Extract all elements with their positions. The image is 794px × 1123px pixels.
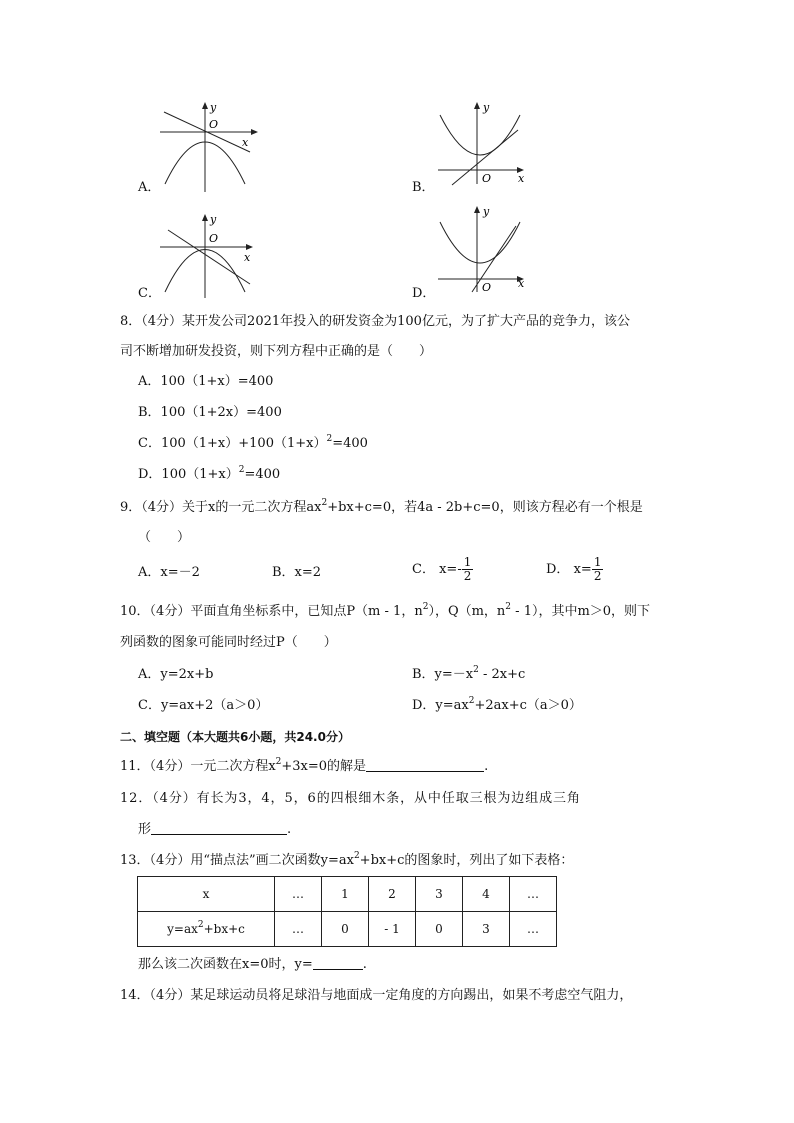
graph-b-y-arrow — [474, 102, 480, 109]
table-cell: 0 — [322, 912, 369, 947]
q8-line1: 8．（4分）某开发公司2021年投入的研发资金为100亿元，为了扩大产品的竞争力，该公 — [120, 314, 630, 329]
q10-option-b — [412, 665, 525, 685]
q9-line2: （ ） — [138, 530, 191, 545]
table-cell: 1 — [322, 877, 369, 912]
q10-d-end: +2ax+c（a＞0） — [474, 698, 582, 713]
table-cell: … — [275, 912, 322, 947]
table-cell: - 1 — [369, 912, 416, 947]
q9-option-d — [546, 556, 603, 583]
graph-a-y-arrow — [202, 102, 208, 109]
q13-after-pre: 那么该二次函数在x=0时，y= — [138, 957, 313, 972]
q8-option-d — [138, 465, 280, 485]
q8-line2: 司不断增加研发投资，则下列方程中正确的是（ ） — [120, 344, 433, 359]
q12-line2-text: 形 — [138, 822, 152, 837]
graph-a-svg — [150, 100, 270, 195]
graph-c-svg — [150, 212, 270, 302]
q10-option-d — [412, 696, 582, 716]
table-cell: … — [510, 877, 557, 912]
table-cell: 2 — [369, 877, 416, 912]
q9-line1-end: +bx+c=0，若4a - 2b+c=0，则该方程必有一个根是 — [327, 500, 643, 515]
graph-b-y-label: y — [483, 101, 490, 114]
q9-d-label: D． — [546, 562, 570, 577]
table-cell: x — [138, 877, 275, 912]
q11-end: . — [484, 759, 489, 774]
q9-c-label: C． — [412, 562, 435, 577]
q13-table-row-y — [138, 912, 557, 947]
graph-c — [150, 212, 270, 302]
q13-after — [138, 955, 367, 975]
q9-d-pre: x= — [573, 562, 592, 577]
q9-option-a: A．x=－2 — [138, 565, 200, 580]
section-2-title: 二、填空题（本大题共6小题，共24.0分） — [120, 730, 350, 744]
graph-a-x-arrow — [251, 129, 258, 135]
q10-b-exp: 2 — [473, 665, 479, 675]
q9-line1 — [120, 498, 643, 518]
q11-answer-blank[interactable] — [366, 759, 484, 772]
graph-a-x-label: x — [242, 136, 249, 149]
q10-line1b: ），Q（m，n — [428, 604, 506, 619]
q9-line1-text: 9．（4分）关于x的一元二次方程ax — [120, 500, 322, 515]
q13-exp: 2 — [353, 851, 360, 861]
q8-d-end: =400 — [244, 467, 281, 482]
q9-c-num: 1 — [463, 555, 472, 569]
q10-line1a: 10．（4分）平面直角坐标系中，已知点P（m - 1，n — [120, 604, 423, 619]
q10-line1c: - 1），其中m＞0，则下 — [511, 604, 651, 619]
q8-c-end: =400 — [332, 436, 368, 451]
graph-a-origin-label: O — [209, 118, 219, 131]
graph-d-line — [472, 226, 516, 292]
q13-y-head-end: +bx+c — [203, 922, 245, 936]
q13-y-head-exp: 2 — [197, 920, 204, 930]
table-cell: 3 — [463, 912, 510, 947]
q9-d-num: 1 — [593, 555, 602, 569]
graph-b-svg — [432, 100, 542, 190]
q11-mid: +3x=0的解是 — [281, 759, 367, 774]
graph-c-x-label: x — [244, 251, 251, 264]
q13-pre: 13．（4分）用“描点法”画二次函数y=ax — [120, 853, 354, 868]
q10-option-c: C．y=ax+2（a＞0） — [138, 698, 269, 713]
q8-option-c — [138, 434, 368, 454]
q9-line1-exp: 2 — [321, 498, 328, 508]
graph-c-origin-label: O — [209, 232, 219, 245]
q10-b-pre: B．y=－x — [412, 667, 474, 682]
q10-exp1: 2 — [422, 602, 429, 612]
graph-b-parabola — [440, 115, 520, 155]
q8-d-exp: 2 — [238, 465, 245, 475]
q11-pre: 11．（4分）一元二次方程x — [120, 759, 276, 774]
table-cell: 3 — [416, 877, 463, 912]
q8-c-text: C．100（1+x）+100（1+x） — [138, 436, 327, 451]
graph-b-letter: B． — [412, 180, 435, 195]
q8-c-exp: 2 — [326, 434, 333, 444]
q14-line1: 14．（4分）某足球运动员将足球沿与地面成一定角度的方向踢出，如果不考虑空气阻力， — [120, 988, 633, 1003]
q9-d-den: 2 — [593, 569, 602, 583]
graph-d — [432, 204, 542, 296]
q8-d-text: D．100（1+x） — [138, 467, 239, 482]
q13-line1 — [120, 851, 573, 871]
graph-c-letter: C． — [138, 286, 161, 301]
table-cell: … — [510, 912, 557, 947]
q10-b-end: - 2x+c — [478, 667, 526, 682]
q10-exp2: 2 — [505, 602, 512, 612]
q8-option-b: B．100（1+2x）=400 — [138, 405, 282, 420]
graph-d-x-label: x — [518, 277, 525, 290]
q13-table — [137, 876, 557, 947]
q12-line1: 12．（4分）有长为3，4，5，6的四根细木条，从中任取三根为边组成三角 — [120, 791, 581, 806]
table-cell: 0 — [416, 912, 463, 947]
graph-a-letter: A． — [138, 180, 161, 195]
graph-d-origin-label: O — [482, 281, 492, 294]
table-cell-header-y — [138, 912, 275, 947]
q11-exp: 2 — [275, 757, 282, 767]
graph-a — [150, 100, 270, 195]
q9-c-fraction — [462, 556, 474, 583]
graph-d-parabola — [440, 222, 520, 263]
graph-c-y-label: y — [210, 213, 217, 226]
q13-after-end: . — [362, 957, 367, 972]
q12-end: . — [287, 822, 292, 837]
table-cell: 4 — [463, 877, 510, 912]
graph-d-svg — [432, 204, 542, 296]
q11 — [120, 757, 488, 777]
graph-c-y-arrow — [202, 214, 208, 221]
q9-d-fraction — [592, 556, 604, 583]
graph-c-x-arrow — [246, 244, 253, 250]
q9-option-b: B．x=2 — [272, 565, 322, 580]
q13-end: +bx+c的图象时，列出了如下表格： — [359, 853, 574, 868]
graph-d-letter: D． — [412, 286, 436, 301]
q12-answer-blank[interactable] — [151, 822, 287, 835]
q9-c-pre: x=- — [439, 562, 462, 577]
q13-y-head-pre: y=ax — [167, 922, 198, 936]
q9-option-c — [412, 556, 473, 583]
graph-b — [432, 100, 542, 190]
q13-answer-blank[interactable] — [313, 957, 363, 970]
q10-line2: 列函数的图象可能同时经过P（ ） — [120, 635, 337, 650]
graph-d-y-label: y — [483, 205, 490, 218]
q9-c-den: 2 — [463, 569, 472, 583]
q10-line1 — [120, 602, 650, 622]
q12-line2 — [138, 820, 291, 840]
q10-d-exp: 2 — [468, 696, 475, 706]
graph-d-y-arrow — [474, 206, 480, 213]
graph-b-origin-label: O — [482, 172, 492, 185]
q10-d-pre: D．y=ax — [412, 698, 469, 713]
table-cell: … — [275, 877, 322, 912]
graph-b-x-label: x — [518, 172, 525, 185]
graph-a-y-label: y — [210, 101, 217, 114]
q10-option-a: A．y=2x+b — [138, 667, 214, 682]
q8-option-a: A．100（1+x）=400 — [138, 374, 274, 389]
q13-table-row-x — [138, 877, 557, 912]
